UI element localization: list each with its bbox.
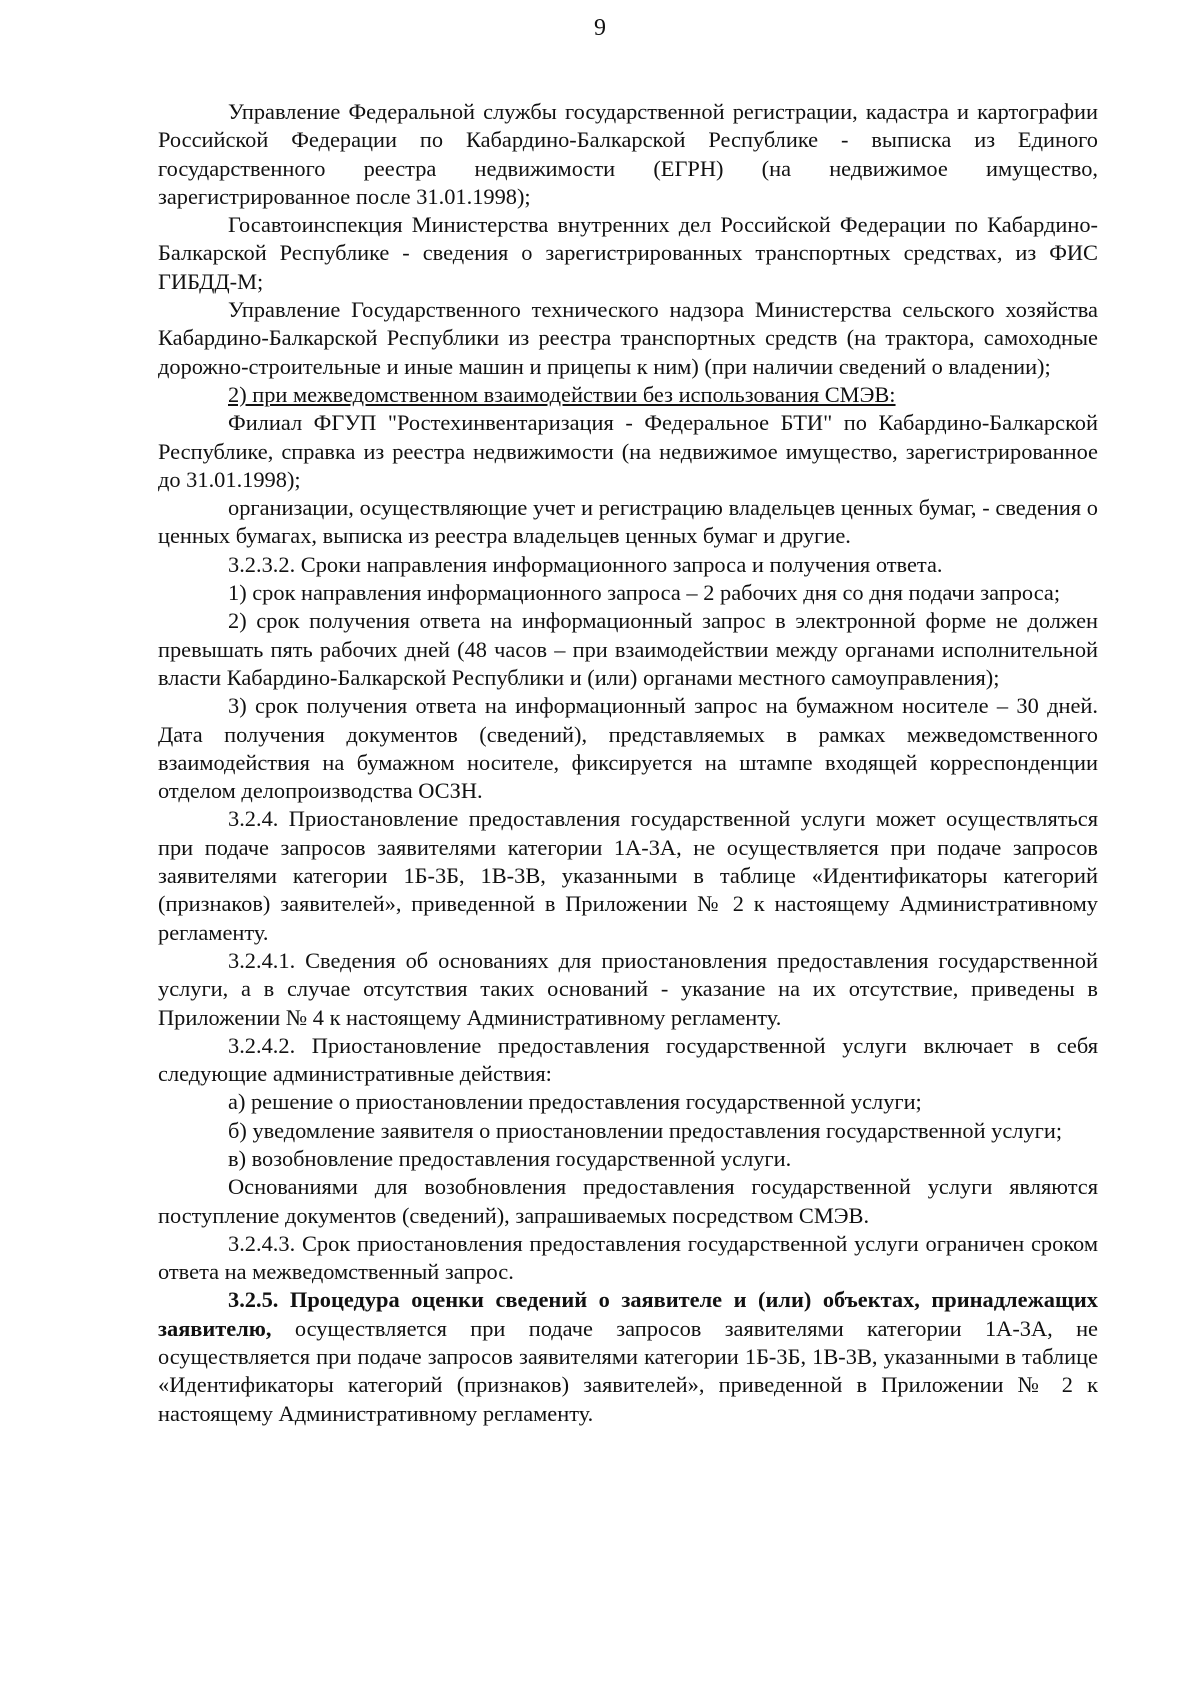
paragraph-gostekhnadzor: Управление Государственного технического надзора Министерства сельского хозяйства Кабардино-Балкарской Республики из реестра транспортных средств (на трактора, самоходные дорожно-строительные и иные машин и прицепы к ним) (при наличии сведений о владении); (158, 297, 1098, 379)
document-body (158, 98, 1098, 1428)
bold-heading-3-2-5: 3.2.5. Процедура оценки сведений о заявителе и (или) объектах, принадлежащих заявителю, (158, 1287, 1098, 1341)
paragraph-without-smev-heading (158, 381, 1098, 409)
paragraph-item-b: б) уведомление заявителя о приостановлении предоставления государственной услуги; (228, 1117, 1063, 1143)
paragraph-3-2-5 (158, 1286, 1098, 1427)
paragraph-securities: организации, осуществляющие учет и регистрацию владельцев ценных бумаг, - сведения о ценных бумагах, выписка из реестра владельцев ценных бумаг и другие. (158, 495, 1098, 549)
underlined-heading: 2) при межведомственном взаимодействии без использования СМЭВ: (228, 381, 896, 407)
paragraph-3-2-4-1: 3.2.4.1. Сведения об основаниях для приостановления предоставления государственной услуги, а в случае отсутствия таких оснований - указание на их отсутствие, приведены в Приложении № 4 к настоящему Административному регламенту. (158, 947, 1098, 1030)
paragraph-bti: Филиал ФГУП "Ростехинвентаризация - Федеральное БТИ" по Кабардино-Балкарской Республике, справка из реестра недвижимости (на недвижимое имущество, зарегистрированное до 31.01.1998); (158, 410, 1098, 492)
paragraph-item-v: в) возобновление предоставления государственной услуги. (228, 1145, 792, 1171)
paragraph-3-2-5-text: осуществляется при подаче запросов заявителями категории 1А-3А, не осуществляется при подаче запросов заявителями категории 1Б-3Б, 1В-3В, указанными в таблице «Идентификаторы категорий (признаков) заявителей», приведенной в Приложении № 2 к настоящему Административному регламенту. (158, 1315, 1098, 1426)
paragraph-term-3: 3) срок получения ответа на информационный запрос на бумажном носителе – 30 дней. Дата получения документов (сведений), представляемых в рамках межведомственного взаимодействия на бумажном носителе, фиксируется на штампе входящей корреспонденции отделом делопроизводства ОСЗН. (158, 693, 1098, 804)
page-number: 9 (594, 15, 606, 41)
paragraph-term-2: 2) срок получения ответа на информационный запрос в электронной форме не должен превышать пять рабочих дней (48 часов – при взаимодействии между органами исполнительной власти Кабардино-Балкарской Республики и (или) органами местного самоуправления); (158, 608, 1098, 690)
paragraph-3-2-4: 3.2.4. Приостановление предоставления государственной услуги может осуществляться при подаче запросов заявителями категории 1А-3А, не осуществляется при подаче запросов заявителями категории 1Б-3Б, 1В-3В, указанными в таблице «Идентификаторы категорий (признаков) заявителей», приведенной в Приложении № 2 к настоящему Административному регламенту. (158, 806, 1098, 945)
paragraph-resumption-grounds: Основаниями для возобновления предоставления государственной услуги являются поступление документов (сведений), запрашиваемых посредством СМЭВ. (158, 1174, 1098, 1228)
paragraph-gibdd: Госавтоинспекция Министерства внутренних дел Российской Федерации по Кабардино-Балкарской Республике - сведения о зарегистрированных транспортных средствах, из ФИС ГИБДД-М; (158, 212, 1098, 294)
paragraph-3-2-4-3: 3.2.4.3. Срок приостановления предоставления государственной услуги ограничен сроком ответа на межведомственный запрос. (158, 1230, 1098, 1285)
paragraph-3-2-3-2: 3.2.3.2. Сроки направления информационного запроса и получения ответа. (228, 551, 943, 577)
paragraph-3-2-4-2: 3.2.4.2. Приостановление предоставления государственной услуги включает в себя следующие административные действия: (158, 1032, 1098, 1087)
paragraph-rosreestr: Управление Федеральной службы государственной регистрации, кадастра и картографии Российской Федерации по Кабардино-Балкарской Республике - выписка из Единого государственного реестра недвижимости (ЕГРН) (на недвижимое имущество, зарегистрированное после 31.01.1998); (158, 99, 1098, 209)
paragraph-term-1: 1) срок направления информационного запроса – 2 рабочих дня со дня подачи запроса; (228, 580, 1061, 606)
paragraph-item-a: а) решение о приостановлении предоставления государственной услуги; (228, 1089, 922, 1115)
